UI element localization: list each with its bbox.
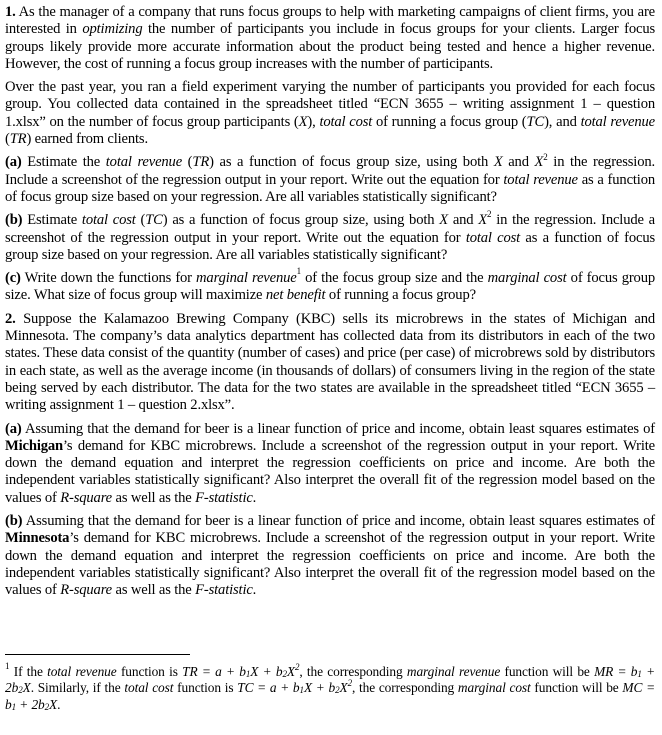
footnote-mark: 1	[5, 660, 10, 671]
footnote-divider	[5, 654, 190, 655]
mc-equation: MC = $b_1 + 2b_2X$	[5, 680, 656, 712]
question-1b: (b) Estimate total cost (TC) as a function of focus group size, using both X and $X^2$ in the regression. Include a screenshot of the regression output in your report. Write out the equation for total cost as a function of focus group size based on your regression. Are all variables statistically significant?	[5, 209, 656, 263]
footnote-reference[interactable]: 1	[296, 266, 301, 277]
part-label: (a)	[5, 154, 22, 171]
mr-equation: MR = $b_1 + 2b_2X$	[5, 664, 656, 696]
assignment-document	[5, 4, 655, 606]
question-1-intro: 1. As the manager of a company that runs focus groups to help with marketing campaigns of client firms, you are interested in optimizing the number of participants you include in focus groups for your clients. Larger focus groups likely provide more accurate information about the product being tested and hence a higher revenue. However, the cost of running a focus group increases with the number of participants.	[5, 4, 655, 72]
question-number: 2.	[5, 310, 16, 327]
part-label: (b)	[5, 212, 23, 229]
question-1c: (c) Write down the functions for marginal revenue$^1$ of the focus group size and the marginal cost of focus group size. What size of focus group will maximize net benefit of running a focus group?	[5, 266, 655, 304]
part-label: (b)	[5, 513, 23, 530]
tc-equation: TC = $a + b_1X + b_2X^2$	[237, 677, 352, 696]
question-2-intro: 2. Suppose the Kalamazoo Brewing Company (KBC) sells its microbrews in the states of Michigan and Minnesota. The company’s data analytics department has collected data from its distributors in each of the two states. These data consist of the quantity (number of cases) and price (per case) of microbrews sold by distributors in each state, as well as the average income (in thousands of dollars) of consumers living in the region of the state being served by each distributor. The data for the two states are available in the spreadsheet titled “ECN 3655 – writing assignment 1 – question 2.xlsx”.	[5, 310, 655, 414]
footnote: $^1$ If the total revenue function is TR = $a + b_1X + b_2X^2$, the corresponding marginal revenue function will be MR = $b_1 + 2b_2X$. Similarly, if the total cost function is TC = $a + b_1X + b_2X^2$, the corresponding marginal cost function will be MC = $b_1 + 2b_2X$.	[5, 660, 656, 712]
question-1a: (a) Estimate the total revenue (TR) as a function of focus group size, using both X and $X^2$ in the regression. Include a screenshot of the regression output in your report. Write out the equation for total revenue as a function of focus group size based on your regression. Are all variables statistically significant?	[5, 151, 656, 205]
question-number: 1.	[5, 4, 16, 20]
part-label: (c)	[5, 270, 21, 287]
tr-equation: TR = $a + b_1X + b_2X^2$	[182, 661, 300, 679]
question-2a: (a) Assuming that the demand for beer is a linear function of price and income, obtain least squares estimates of Michigan’s demand for KBC microbrews. Include a screenshot of the regression output in your report. Write down the demand equation and interpret the regression coefficients on price and income. Are both the independent variables statistically significant? Also interpret the overall fit of the regression model based on the values of R-square as well as the F-statistic.	[5, 420, 655, 506]
part-label: (a)	[5, 420, 22, 437]
question-2b: (b) Assuming that the demand for beer is a linear function of price and income, obtain least squares estimates of Minnesota’s demand for KBC microbrews. Include a screenshot of the regression output in your report. Write down the demand equation and interpret the regression coefficients on price and income. Are both the independent variables statistically significant? Also interpret the overall fit of the regression model based on the values of R-square as well as the F-statistic.	[5, 513, 655, 599]
question-1-data-description: Over the past year, you ran a field experiment varying the number of participants you provided for each focus group. You collected data contained in the spreadsheet titled “ECN 3655 – writing assignment 1 – question 1.xlsx” on the number of focus group participants (X), total cost of running a focus group (TC), and total revenue (TR) earned from clients.	[5, 79, 655, 148]
